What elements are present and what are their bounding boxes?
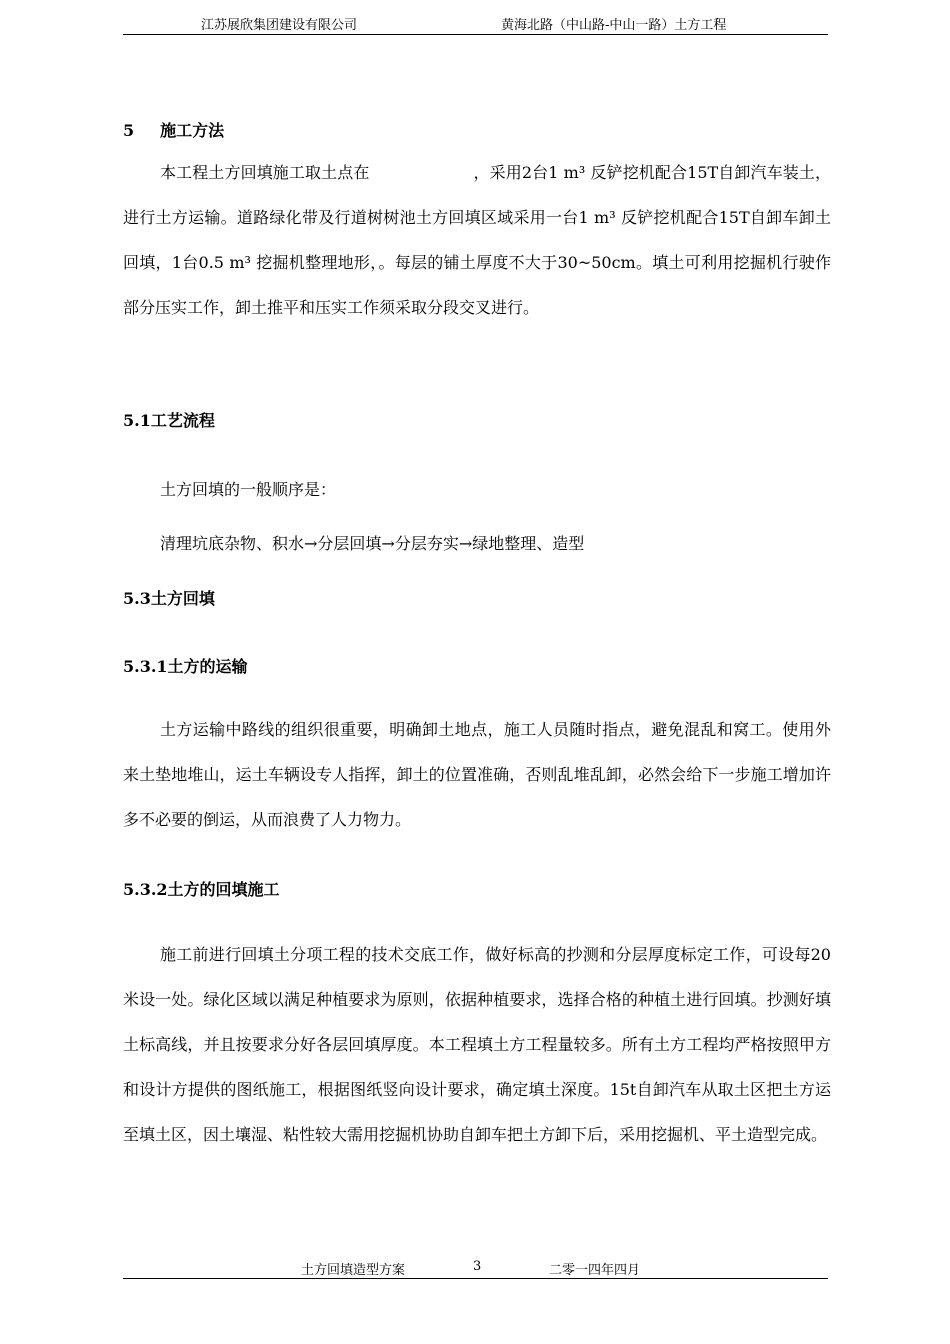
- header-company: 江苏展欣集团建设有限公司: [201, 18, 358, 33]
- section-5-3-2-heading: 5.3.2土方的回填施工: [123, 880, 280, 899]
- section-5-3-heading: 5.3土方回填: [123, 589, 215, 608]
- section-5-3-1-paragraph: 土方运输中路线的组织很重要，明确卸土地点，施工人员随时指点，避免混乱和窝工。使用外来土垫地堆山，运土车辆设专人指挥，卸土的位置准确，否则乱堆乱卸，必然会给下一步施工增加许多不必要的倒运，从而浪费了人力物力。: [123, 720, 831, 829]
- header-project: 黄海北路（中山路-中山一路）土方工程: [501, 18, 727, 33]
- section-5-heading: [123, 118, 224, 141]
- section-5-1-heading: 5.1工艺流程: [123, 411, 215, 430]
- section-5-3-2-paragraph: 施工前进行回填土分项工程的技术交底工作，做好标高的抄测和分层厚度标定工作，可设每20米设一处。绿化区域以满足种植要求为原则，依据种植要求，选择合格的种植土进行回填。抄测好填土标高线，并且按要求分好各层回填厚度。本工程填土方工程量较多。所有土方工程均严格按照甲方和设计方提供的图纸施工，根据图纸竖向设计要求，确定填土深度。15t自卸汽车从取土区把土方运至填土区，因土壤湿、粘性较大需用挖掘机协助自卸车把土方卸下后，采用挖掘机、平土造型完成。: [123, 945, 831, 1144]
- page-header: [123, 12, 828, 35]
- section-5-number: 5: [123, 121, 135, 140]
- section-5-1-flow: 清理坑底杂物、积水→分层回填→分层夯实→绿地整理、造型: [160, 534, 585, 553]
- section-5-1-intro: 土方回填的一般顺序是：: [160, 480, 337, 499]
- footer-doc-title: 土方回填造型方案: [301, 1263, 406, 1278]
- section-5-title: 施工方法: [160, 121, 225, 140]
- page-footer: [123, 1256, 828, 1279]
- footer-date: 二零一四年四月: [549, 1263, 641, 1278]
- section-5-3-1-heading: 5.3.1土方的运输: [123, 657, 248, 676]
- section-5-paragraph: 本工程土方回填施工取土点在 ，采用2台1 m³ 反铲挖机配合15T自卸汽车装土，进行土方运输。道路绿化带及行道树树池土方回填区域采用一台1 m³ 反铲挖机配合15T自卸车卸土回填，1台0.5 m³ 挖掘机整理地形，。每层的铺土厚度不大于30~50cm。填土可利用挖掘机行驶作部分压实工作，卸土推平和压实工作须采取分段交叉进行。: [123, 163, 831, 317]
- footer-page-number: 3: [473, 1259, 482, 1274]
